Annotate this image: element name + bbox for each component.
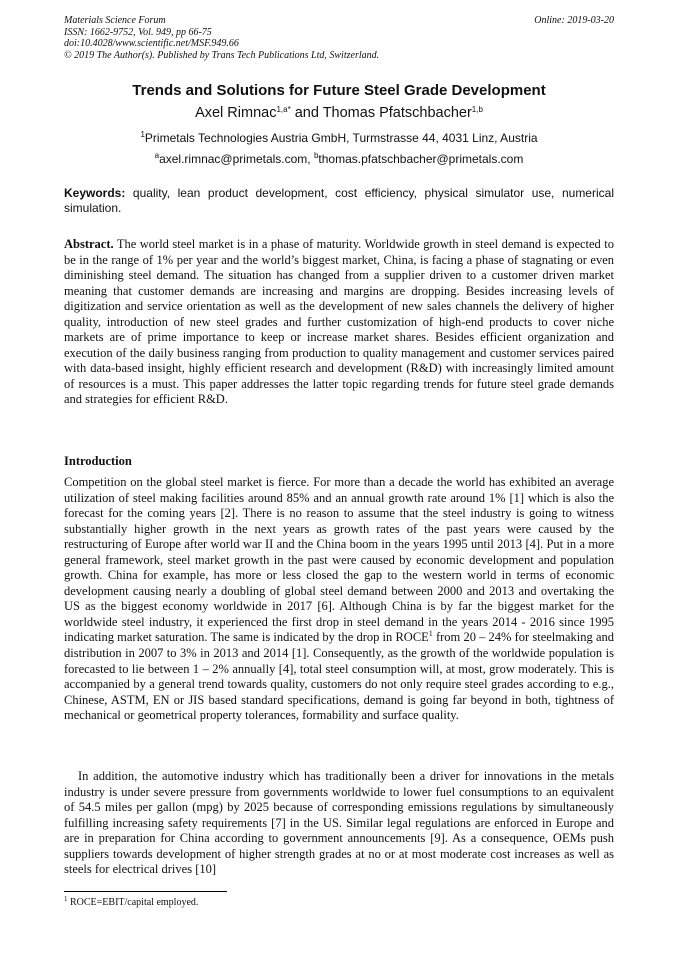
email-marker: b [313,151,319,160]
journal-header [64,15,614,61]
keywords-text: quality, lean product development, cost efficiency, physical simulator use, numerical simulation. [64,186,614,215]
online-date: Online: 2019-03-20 [534,15,614,26]
author-line [0,104,678,122]
author-name: Axel Rimnac [195,105,277,121]
paper-title: Trends and Solutions for Future Steel Grade Development [132,82,546,99]
introduction-paragraph [64,475,614,724]
affiliation-text: Primetals Technologies Austria GmbH, Turmstrasse 44, 4031 Linz, Austria [144,131,538,145]
journal-name: Materials Science Forum [64,15,166,26]
footnote-reference: 1 [428,629,433,639]
introduction-paragraph: In addition, the automotive industry which has traditionally been a driver for innovations in the metals industry is under severe pressure from governments worldwide to lower fuel consumptions to an equivalent of 54.5 miles per gallon (mpg) by 2025 because of corresponding emissions regulations by simultaneously fulfilling increasing safety requirements [7] in the US. Similar legal regulations are enforced in Europe and are in preparation for China according to government announcements [9]. As a consequence, OEMs push suppliers towards development of higher strength grades at no or at most moderate cost increases as well as steels for electrical drives [10] [64,769,614,877]
footnote-divider [64,891,227,892]
footnote-text: ROCE=EBIT/capital employed. [67,897,199,908]
author-name: Thomas Pfatschbacher [322,105,472,121]
issn-line: ISSN: 1662-9752, Vol. 949, pp 66-75 [64,26,212,38]
abstract-text: The world steel market is in a phase of maturity. Worldwide growth in steel demand is expected to be in the range of 1% per year and the world’s biggest market, China, is facing a phase of stagnating or even diminishing steel demand. The situation has changed from a supplier driven to a customer driven market meaning that customer demands are increasing and margins are dropping. Besides increasing levels of digitization and service orientation as well as the development of new sales channels the delivery of higher quality, introduction of new steel grades and further customization of high-end products to cover niche markets are of prime importance to keep or increase market shares. Besides efficient organization and execution of the daily business ranging from production to quality management and customer services paired with data-based insight, highly efficient research and development (R&D) with increasingly limited amount of resources is a must. This paper addresses the latter topic regarding trends for future steel grade demands and strategies for efficient R&D. [64,237,614,407]
keywords-label: Keywords: [64,186,126,200]
abstract-paragraph [64,237,614,408]
footnote [64,897,198,909]
keywords-paragraph [64,186,614,216]
email-marker: a [154,151,160,160]
abstract-label: Abstract. [64,237,114,251]
affiliation [0,131,678,146]
footnote-marker: 1 [64,895,68,903]
author-affil-marker: 1,b [471,105,483,114]
author-affil-marker: 1,a* [276,105,291,114]
author-conjunction: and [290,105,323,121]
doi-line: doi:10.4028/www.scientific.net/MSF.949.66 [64,38,239,49]
copyright-line: © 2019 The Author(s). Published by Trans Tech Publications Ltd, Switzerland. [64,49,380,61]
author-emails [0,152,678,167]
paragraph-text: from 20 – 24% for steelmaking and distribution in 2007 to 3% in 2013 and 2014 [1]. Consequently, as the growth of the worldwide population is forecasted to lie between 1 – 2% annually [4], total steel consumption will, at most, grow moderately. This is accompanied by a general trend towards quality, customers do not only require steel grades according to e.g., Chinese, ASTM, EN or JIS based standard specifications, demand is going far beyond in both, tightness of mechanical or geometrical property tolerances, formability and surface quality. [64,630,614,723]
paragraph-text: Competition on the global steel market is fierce. For more than a decade the world has exhibited an average utilization of steel making facilities around 85% and an annual growth rate around 1% [1] which is also the forecast for the coming years [2]. There is no reason to assume that the steel industry is going to witness substantially higher growth in the next years as growth rates of the past years were caused by the restructuring of Europe after world war II and the China boom in the years 1995 until 2013 [4]. Put in a more general framework, steel market growth in the past were caused by economic development and population growth. China for example, has more or less closed the gap to the western world in terms of economic development causing nearly a doubling of global steel demand between 2000 and 2013 and overtaking the US as the biggest economy worldwide in 2017 [6]. Although China is by far the biggest market for the worldwide steel industry, it experienced the first drop in steel demand in the years 2014 - 2016 since 1995 indicating market saturation. The same is indicated by the drop in ROCE [64,475,614,645]
email-address: axel.rimnac@primetals.com, [159,152,314,166]
affiliation-marker: 1 [140,130,145,139]
email-address: thomas.pfatschbacher@primetals.com [318,152,524,166]
section-heading: Introduction [64,454,132,468]
